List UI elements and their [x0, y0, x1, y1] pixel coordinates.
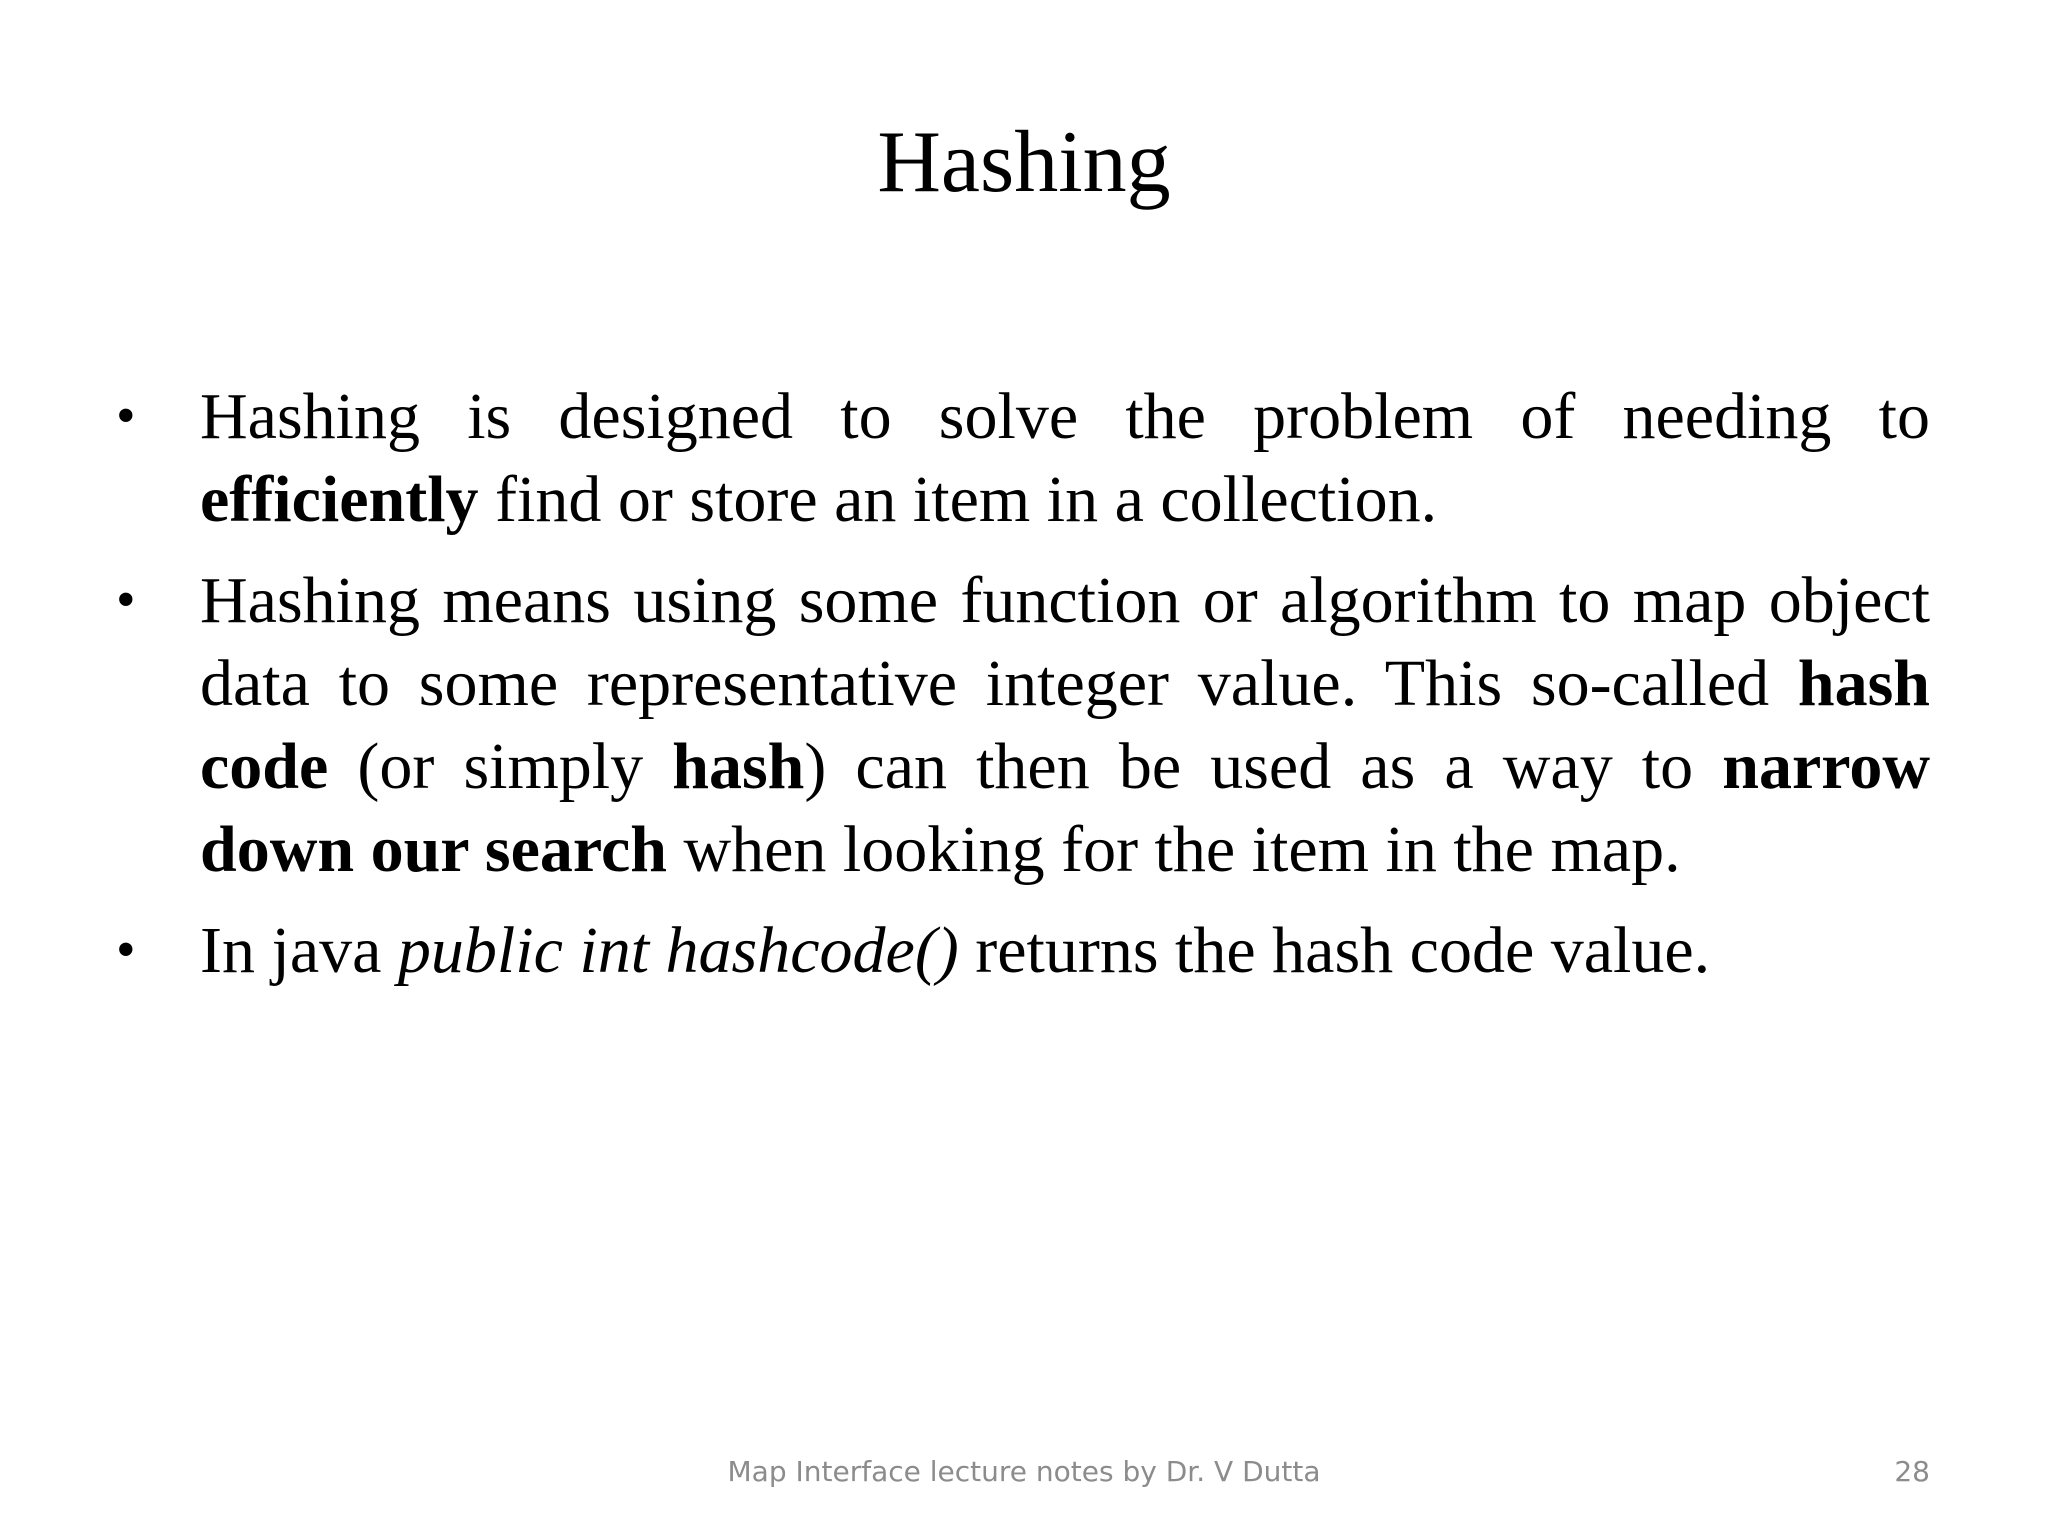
bullet-run-bold: narrow down our search	[200, 730, 1930, 886]
slide-footer: Map Interface lecture notes by Dr. V Dutta	[727, 1455, 1321, 1488]
bullet-item	[116, 909, 1930, 992]
bullet-run: In java	[200, 914, 398, 987]
bullet-text	[200, 914, 1710, 987]
bullet-run-bold: hash code	[200, 647, 1930, 803]
bullet-text	[200, 564, 1930, 886]
bullet-run: Hashing means using some function or algorithm to map object data to some representative integer value. This so-called	[200, 564, 1930, 720]
bullet-dot-icon: •	[116, 385, 136, 447]
bullet-item	[116, 559, 1930, 891]
bullet-run-bold: efficiently	[200, 463, 479, 536]
bullet-run: returns the hash code value.	[958, 914, 1711, 987]
bullet-run-bold: hash	[672, 730, 805, 803]
bullet-run-italic: public int hashcode()	[397, 914, 959, 987]
slide-title: Hashing	[877, 114, 1171, 211]
bullet-run: when looking for the item in the map.	[666, 813, 1681, 886]
bullet-list	[0, 375, 2048, 1010]
bullet-run: Hashing is designed to solve the problem of needing to	[200, 380, 1930, 453]
bullet-dot-icon: •	[116, 569, 136, 631]
bullet-dot-icon: •	[116, 919, 136, 981]
bullet-text	[200, 380, 1930, 536]
bullet-run: find or store an item in a collection.	[478, 463, 1438, 536]
bullet-item	[116, 375, 1930, 541]
page-number: 28	[1894, 1455, 1930, 1488]
bullet-run: ) can then be used as a way to	[804, 730, 1723, 803]
bullet-run: (or simply	[328, 730, 673, 803]
